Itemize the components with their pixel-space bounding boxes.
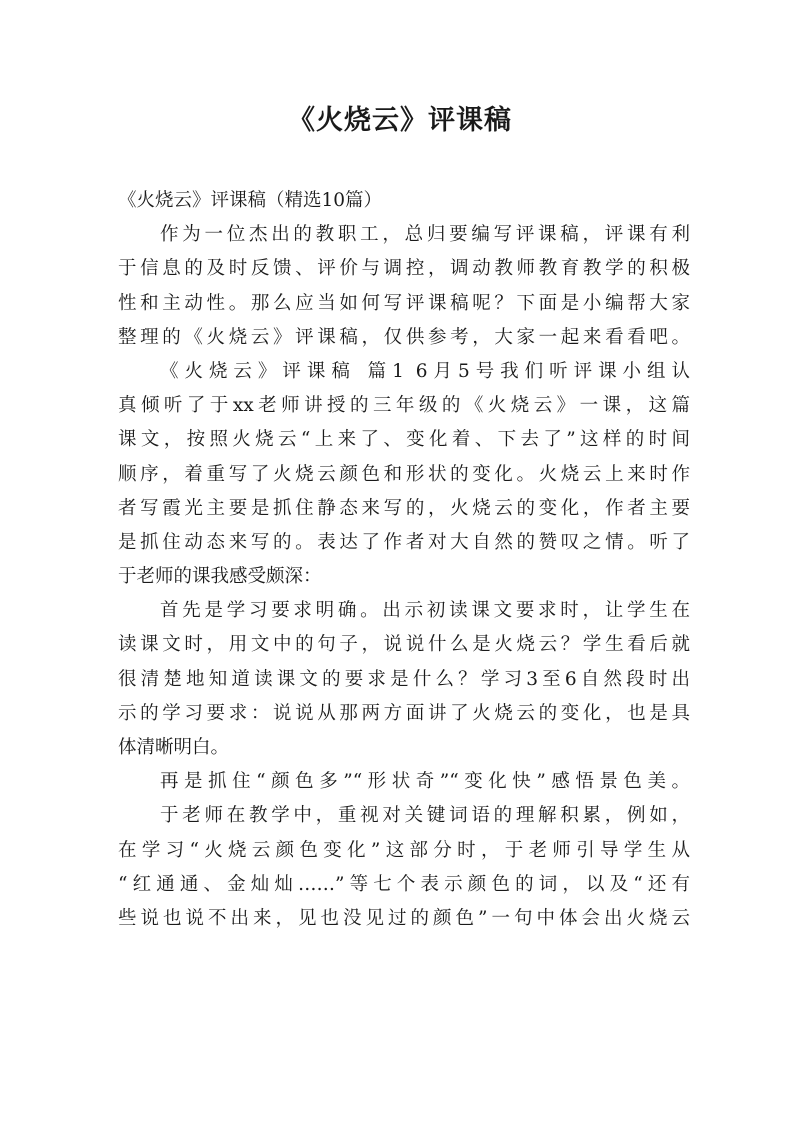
text-line: 很清楚地知道读课文的要求是什么？学习3至6自然段时出 <box>118 668 690 690</box>
document-title: 《火烧云》评课稿 <box>288 105 512 136</box>
text-line: 真倾听了于xx老师讲授的三年级的《火烧云》一课，这篇 <box>118 395 690 417</box>
text-line: 示的学习要求：说说从那两方面讲了火烧云的变化，也是具 <box>118 702 690 724</box>
text-line: 首先是学习要求明确。出示初读课文要求时，让学生在 <box>160 600 690 622</box>
text-line: 课文，按照火烧云“上来了、变化着、下去了”这样的时间 <box>118 429 690 451</box>
text-line: 是抓住动态来写的。表达了作者对大自然的赞叹之情。听了 <box>118 531 690 553</box>
text-line: “红通通、金灿灿……”等七个表示颜色的词，以及“还有 <box>118 873 690 895</box>
text-line: 于信息的及时反馈、评价与调控，调动教师教育教学的积极 <box>118 258 690 280</box>
text-line: 再是抓住“颜色多”“形状奇”“变化快”感悟景色美。 <box>160 771 690 793</box>
document-body <box>118 184 690 936</box>
text-line: 整理的《火烧云》评课稿，仅供参考，大家一起来看看吧。 <box>118 326 690 348</box>
text-line: 在学习“火烧云颜色变化”这部分时，于老师引导学生从 <box>118 839 690 861</box>
text-line: 性和主动性。那么应当如何写评课稿呢？下面是小编帮大家 <box>118 292 690 314</box>
text-line: 读课文时，用文中的句子，说说什么是火烧云？学生看后就 <box>118 634 690 656</box>
text-line: 于老师的课我感受颇深： <box>118 566 322 588</box>
text-line: 顺序，着重写了火烧云颜色和形状的变化。火烧云上来时作 <box>118 463 690 485</box>
text-line: 作为一位杰出的教职工，总归要编写评课稿，评课有利 <box>160 224 690 246</box>
text-line: 些说也说不出来，见也没见过的颜色”一句中体会出火烧云 <box>118 907 690 929</box>
text-line: 《火烧云》评课稿 篇1 6月5号我们听评课小组认 <box>160 360 690 382</box>
text-line: 者写霞光主要是抓住静态来写的，火烧云的变化，作者主要 <box>118 497 690 519</box>
text-line: 体清晰明白。 <box>118 737 230 758</box>
text-line: 于老师在教学中，重视对关键词语的理解积累，例如， <box>160 805 690 827</box>
subtitle-line: 《火烧云》评课稿（精选10篇） <box>118 190 383 211</box>
